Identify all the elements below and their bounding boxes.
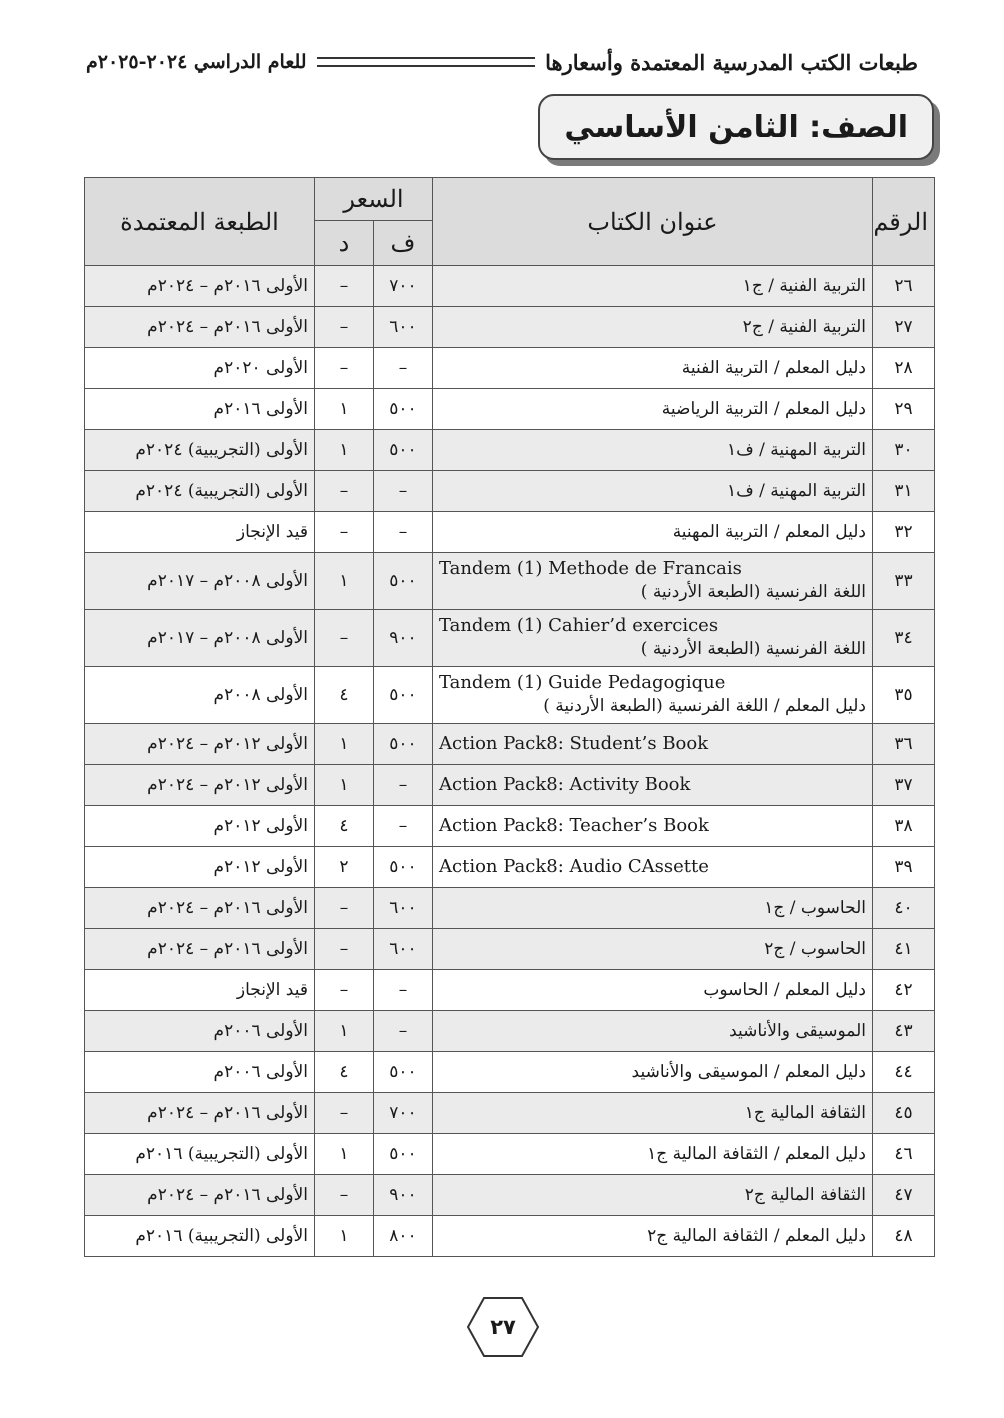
row-number: ٣٤ — [873, 610, 935, 667]
approved-edition: الأولى ٢٠٠٦م — [85, 1011, 315, 1052]
row-number: ٤٨ — [873, 1216, 935, 1257]
price-fils: – — [374, 806, 433, 847]
row-number: ٣٩ — [873, 847, 935, 888]
book-title — [433, 1011, 873, 1052]
table-row — [85, 389, 935, 430]
header-price: السعر — [315, 178, 433, 221]
book-title-arabic: الحاسوب / ج٢ — [764, 939, 866, 959]
price-fils: ٦٠٠ — [374, 307, 433, 348]
table-row — [85, 667, 935, 724]
book-title-arabic: دليل المعلم / الثقافة المالية ج١ — [647, 1144, 866, 1164]
price-dinar: ١ — [315, 724, 374, 765]
book-title — [433, 1216, 873, 1257]
row-number: ٢٩ — [873, 389, 935, 430]
table-row — [85, 266, 935, 307]
book-title — [433, 970, 873, 1011]
book-title-latin: Action Pack8: Teacher’s Book — [439, 815, 709, 836]
price-fils: ٩٠٠ — [374, 610, 433, 667]
book-title-arabic: اللغة الفرنسية (الطبعة الأردنية ) — [640, 582, 866, 602]
approved-edition: الأولى ٢٠١٢م — [85, 806, 315, 847]
table-row — [85, 724, 935, 765]
price-fils: ٥٠٠ — [374, 1134, 433, 1175]
price-fils: ٥٠٠ — [374, 1052, 433, 1093]
price-fils: ٨٠٠ — [374, 1216, 433, 1257]
book-title — [433, 389, 873, 430]
book-title-arabic: الحاسوب / ج١ — [764, 898, 866, 918]
row-number: ٣٨ — [873, 806, 935, 847]
table-row — [85, 471, 935, 512]
row-number: ٣١ — [873, 471, 935, 512]
price-fils: – — [374, 348, 433, 389]
price-fils: ٥٠٠ — [374, 389, 433, 430]
table-row — [85, 430, 935, 471]
row-number: ٤٠ — [873, 888, 935, 929]
price-dinar: – — [315, 1175, 374, 1216]
price-fils: – — [374, 765, 433, 806]
book-title — [433, 1134, 873, 1175]
book-title — [433, 1175, 873, 1216]
header-year: للعام الدراسي ٢٠٢٤-٢٠٢٥م — [86, 51, 307, 73]
header-number: الرقم — [873, 178, 935, 266]
page-header — [86, 42, 918, 82]
book-title — [433, 888, 873, 929]
row-number: ٣٢ — [873, 512, 935, 553]
page-number-badge — [466, 1296, 540, 1358]
book-title — [433, 610, 873, 667]
row-number: ٣٣ — [873, 553, 935, 610]
price-fils: – — [374, 512, 433, 553]
price-dinar: ١ — [315, 553, 374, 610]
grade-label: الصف: الثامن الأساسي — [564, 109, 908, 145]
price-dinar: ١ — [315, 765, 374, 806]
approved-edition: الأولى ٢٠١٦م – ٢٠٢٤م — [85, 307, 315, 348]
book-title-arabic: دليل المعلم / التربية الرياضية — [661, 399, 866, 419]
approved-edition: الأولى ٢٠٠٦م — [85, 1052, 315, 1093]
price-fils: ٧٠٠ — [374, 1093, 433, 1134]
price-dinar: ١ — [315, 1216, 374, 1257]
book-title — [433, 929, 873, 970]
book-title — [433, 1052, 873, 1093]
price-fils: ٥٠٠ — [374, 430, 433, 471]
book-title-latin: Action Pack8: Audio CAssette — [439, 856, 709, 877]
book-title-arabic: اللغة الفرنسية (الطبعة الأردنية ) — [640, 639, 866, 659]
row-number: ٣٥ — [873, 667, 935, 724]
approved-edition: الأولى ٢٠١٢م — [85, 847, 315, 888]
books-table — [84, 177, 935, 1257]
approved-edition: الأولى ٢٠١٢م – ٢٠٢٤م — [85, 724, 315, 765]
book-title-arabic: دليل المعلم / اللغة الفرنسية (الطبعة الأردنية ) — [543, 696, 866, 716]
table-row — [85, 553, 935, 610]
price-fils: – — [374, 1011, 433, 1052]
approved-edition: الأولى ٢٠١٦م – ٢٠٢٤م — [85, 1175, 315, 1216]
price-dinar: – — [315, 471, 374, 512]
book-title — [433, 765, 873, 806]
book-title — [433, 724, 873, 765]
row-number: ٣٠ — [873, 430, 935, 471]
table-row — [85, 765, 935, 806]
table-row — [85, 929, 935, 970]
price-fils: ٥٠٠ — [374, 667, 433, 724]
book-title-arabic: التربية المهنية / ف١ — [726, 481, 866, 501]
price-dinar: – — [315, 1093, 374, 1134]
book-title-latin: Tandem (1) Guide Pedagogique — [439, 672, 726, 693]
table-row — [85, 307, 935, 348]
approved-edition: الأولى ٢٠٠٨م — [85, 667, 315, 724]
book-title — [433, 667, 873, 724]
header-edition: الطبعة المعتمدة — [85, 178, 315, 266]
table-row — [85, 1134, 935, 1175]
approved-edition: الأولى ٢٠١٦م – ٢٠٢٤م — [85, 266, 315, 307]
approved-edition: الأولى ٢٠٢٠م — [85, 348, 315, 389]
book-title-arabic: دليل المعلم / الثقافة المالية ج٢ — [647, 1226, 866, 1246]
approved-edition: الأولى ٢٠١٦م – ٢٠٢٤م — [85, 888, 315, 929]
row-number: ٤٢ — [873, 970, 935, 1011]
price-dinar: ١ — [315, 1011, 374, 1052]
book-title-arabic: دليل المعلم / الموسيقى والأناشيد — [631, 1062, 866, 1082]
page-number: ٢٧ — [490, 1315, 516, 1339]
approved-edition: الأولى (التجريبية) ٢٠١٦م — [85, 1216, 315, 1257]
header-dinar: د — [315, 221, 374, 266]
price-dinar: – — [315, 266, 374, 307]
approved-edition: الأولى ٢٠١٦م – ٢٠٢٤م — [85, 1093, 315, 1134]
price-dinar: – — [315, 929, 374, 970]
price-dinar: ١ — [315, 1134, 374, 1175]
grade-label-box — [538, 94, 934, 160]
book-title — [433, 1093, 873, 1134]
approved-edition: الأولى (التجريبية) ٢٠٢٤م — [85, 430, 315, 471]
book-title — [433, 430, 873, 471]
row-number: ٤٧ — [873, 1175, 935, 1216]
price-dinar: – — [315, 348, 374, 389]
price-dinar: ١ — [315, 389, 374, 430]
row-number: ٢٧ — [873, 307, 935, 348]
row-number: ٤٤ — [873, 1052, 935, 1093]
row-number: ٢٦ — [873, 266, 935, 307]
row-number: ٣٧ — [873, 765, 935, 806]
book-title — [433, 307, 873, 348]
table-row — [85, 847, 935, 888]
book-title — [433, 266, 873, 307]
book-title-arabic: دليل المعلم / التربية الفنية — [681, 358, 866, 378]
price-fils: ٥٠٠ — [374, 847, 433, 888]
book-title-latin: Action Pack8: Student’s Book — [439, 733, 709, 754]
book-title-latin: Action Pack8: Activity Book — [439, 774, 691, 795]
price-dinar: – — [315, 970, 374, 1011]
table-row — [85, 1216, 935, 1257]
book-title — [433, 553, 873, 610]
row-number: ٣٦ — [873, 724, 935, 765]
approved-edition: الأولى ٢٠١٦م – ٢٠٢٤م — [85, 929, 315, 970]
header-fils: ف — [374, 221, 433, 266]
book-title — [433, 512, 873, 553]
price-fils: ٦٠٠ — [374, 929, 433, 970]
price-dinar: – — [315, 888, 374, 929]
price-dinar: ٤ — [315, 667, 374, 724]
table-row — [85, 1175, 935, 1216]
table-row — [85, 610, 935, 667]
book-title — [433, 847, 873, 888]
approved-edition: قيد الإنجاز — [85, 970, 315, 1011]
price-fils: ٦٠٠ — [374, 888, 433, 929]
book-title — [433, 806, 873, 847]
header-title: طبعات الكتب المدرسية المعتمدة وأسعارها — [545, 49, 918, 75]
approved-edition: الأولى ٢٠١٦م — [85, 389, 315, 430]
book-title — [433, 348, 873, 389]
price-dinar: ٢ — [315, 847, 374, 888]
approved-edition: الأولى ٢٠٠٨م – ٢٠١٧م — [85, 610, 315, 667]
book-title — [433, 471, 873, 512]
header-divider — [317, 57, 536, 67]
book-title-arabic: التربية المهنية / ف١ — [726, 440, 866, 460]
book-title-arabic: دليل المعلم / التربية المهنية — [672, 522, 866, 542]
row-number: ٤٦ — [873, 1134, 935, 1175]
table-body — [85, 266, 935, 1257]
approved-edition: الأولى (التجريبية) ٢٠٢٤م — [85, 471, 315, 512]
table-row — [85, 888, 935, 929]
price-fils: ٩٠٠ — [374, 1175, 433, 1216]
row-number: ٢٨ — [873, 348, 935, 389]
approved-edition: الأولى ٢٠١٢م – ٢٠٢٤م — [85, 765, 315, 806]
book-title-latin: Tandem (1) Cahier’d exercices — [439, 615, 719, 636]
header-title: عنوان الكتاب — [433, 178, 873, 266]
price-dinar: ١ — [315, 430, 374, 471]
price-dinar: ٤ — [315, 1052, 374, 1093]
price-fils: ٥٠٠ — [374, 553, 433, 610]
row-number: ٤٥ — [873, 1093, 935, 1134]
book-title-arabic: الثقافة المالية ج١ — [744, 1103, 866, 1123]
price-dinar: ٤ — [315, 806, 374, 847]
book-title-arabic: التربية الفنية / ج٢ — [742, 317, 866, 337]
table-row — [85, 806, 935, 847]
price-fils: ٥٠٠ — [374, 724, 433, 765]
table-row — [85, 1093, 935, 1134]
approved-edition: قيد الإنجاز — [85, 512, 315, 553]
table-row — [85, 1011, 935, 1052]
approved-edition: الأولى ٢٠٠٨م – ٢٠١٧م — [85, 553, 315, 610]
table-row — [85, 970, 935, 1011]
table-row — [85, 1052, 935, 1093]
price-dinar: – — [315, 307, 374, 348]
price-dinar: – — [315, 610, 374, 667]
book-title-arabic: الثقافة المالية ج٢ — [744, 1185, 866, 1205]
book-title-arabic: التربية الفنية / ج١ — [742, 276, 866, 296]
price-fils: – — [374, 970, 433, 1011]
table-row — [85, 348, 935, 389]
row-number: ٤٣ — [873, 1011, 935, 1052]
price-dinar: – — [315, 512, 374, 553]
approved-edition: الأولى (التجريبية) ٢٠١٦م — [85, 1134, 315, 1175]
price-fils: – — [374, 471, 433, 512]
price-fils: ٧٠٠ — [374, 266, 433, 307]
book-title-arabic: الموسيقى والأناشيد — [729, 1021, 866, 1041]
book-title-arabic: دليل المعلم / الحاسوب — [703, 980, 866, 1000]
table-row — [85, 512, 935, 553]
book-title-latin: Tandem (1) Methode de Francais — [439, 558, 742, 579]
row-number: ٤١ — [873, 929, 935, 970]
